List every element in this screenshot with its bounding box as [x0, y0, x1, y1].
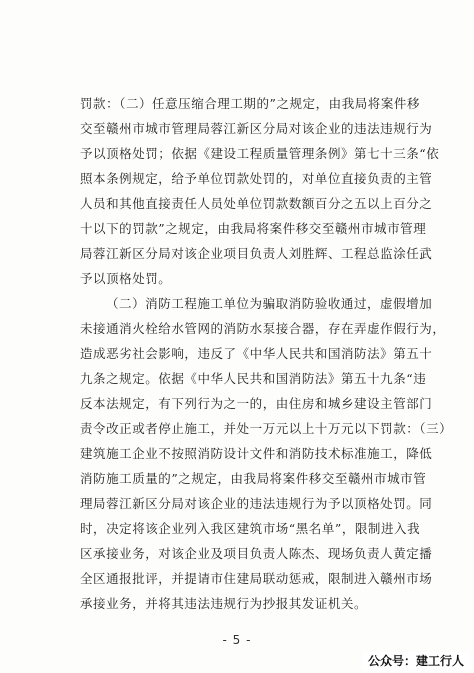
text-line: 全区通报批评，并提请市住建局联动惩戒，限制进入赣州市场 — [80, 571, 433, 586]
text-line: 区承接业务，对该企业及项目负责人陈杰、现场负责人黄定播 — [80, 546, 433, 561]
text-line: 未接通消火栓给水管网的消防水泵接合器，存在弄虚作假行为， — [80, 321, 446, 336]
text-line: 人员和其他直接责任人员处单位罚款数额百分之五以上百分之 — [80, 196, 433, 211]
text-line: 造成恶劣社会影响，违反了《中华人民共和国消防法》第五十 — [80, 346, 433, 361]
text-line: 建筑施工企业不按照消防设计文件和消防技术标准施工，降低 — [80, 446, 433, 461]
text-line: 理局蓉江新区分局对该企业的违法违规行为予以顶格处罚。同 — [80, 496, 433, 511]
watermark-label: 公众号：建工行人 — [362, 652, 470, 670]
text-line: 责令改正或者停止施工，并处一万元以上十万元以下罚款：（三） — [80, 421, 453, 436]
text-line: 予以顶格处罚。 — [80, 271, 172, 286]
paragraph-start-line: （二）消防工程施工单位为骗取消防验收通过，虚假增加 — [106, 296, 433, 311]
text-line: 照本条例规定，给予单位罚款处罚的，对单位直接负责的主管 — [80, 171, 433, 186]
text-line: 九条之规定。依据《中华人民共和国消防法》第五十九条“违 — [80, 371, 427, 386]
text-line: 罚款：（二）任意压缩合理工期的”之规定，由我局将案件移 — [80, 96, 420, 111]
text-line: 反本法规定，有下列行为之一的，由住房和城乡建设主管部门 — [80, 396, 433, 411]
text-line: 十以下的罚款”之规定，由我局将案件移交至赣州市城市管理 — [80, 221, 427, 236]
text-line: 局蓉江新区分局对该企业项目负责人刘胜辉、工程总监涂任武 — [80, 246, 433, 261]
page-number: - 5 - — [222, 633, 252, 647]
text-line: 予以顶格处罚；依据《建设工程质量管理条例》第七十三条“依 — [80, 146, 440, 161]
text-line: 消防施工质量的”之规定，由我局将案件移交至赣州市城市管 — [80, 471, 427, 486]
text-line: 时，决定将该企业列入我区建筑市场“黑名单”，限制进入我 — [80, 521, 421, 536]
text-line: 承接业务，并将其违法违规行为抄报其发证机关。 — [80, 596, 368, 611]
text-line: 交至赣州市城市管理局蓉江新区分局对该企业的违法违规行为 — [80, 121, 433, 136]
